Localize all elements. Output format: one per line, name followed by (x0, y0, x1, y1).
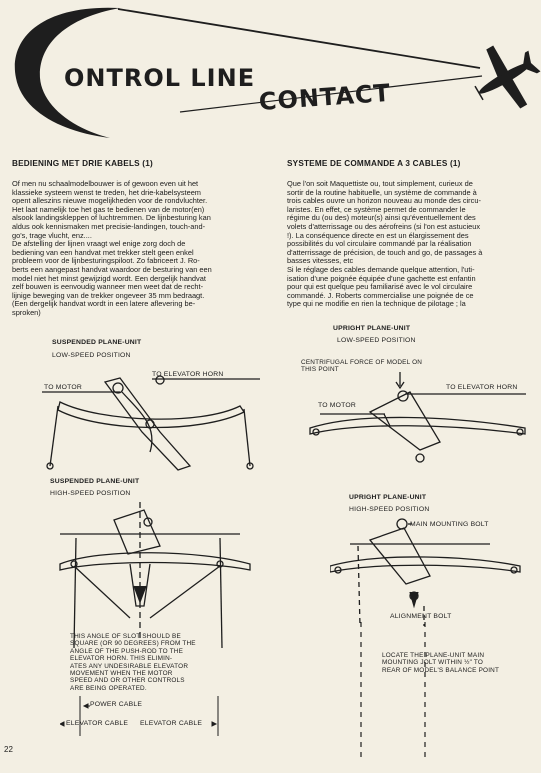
elevator-cable-left-label: ELEVATOR CABLE (66, 720, 129, 727)
left-body: Of men nu schaalmodelbouwer is of gewoon even uit het klassieke systeem wenst te treden, het drie-kabelsysteem opent alleszins nieuwe mogelijkheden voor de rondvluchter. Het laat namelijk toe het gas te bedienen van de motor(en) alsook landingskleppen of luchtremmen. De lijnbesturing kan aldus ook kennismaken met precisie-landingen, touch-and- go's, trage vlucht, enz.... De afstelling der lijnen vraagt wel enige zorg doch de bediening van een handvat met trekker stelt geen enkel probleem voor de lijnbesturingspiloot. Zo fabriceert J. Ro- berts een aangepast handvat waardoor de besturing van een model niet het minst gewijzigd wordt. Een dergelijk handvat zelf bouwen is eenvoudig wanneer men weet dat de recht- lijnige beweging van de trekker ongeveer 35 mm bedraagt. (Een dergelijk handvat wordt in een latere aflevering be- sproken) (12, 179, 212, 317)
cable-arrows (60, 696, 230, 736)
upright-low-to-elevator: TO ELEVATOR HORN (446, 384, 518, 391)
control-line-wire (118, 9, 480, 68)
upright-high-diagram (330, 516, 530, 626)
susp-high-note: THIS ANGLE OF SLOT SHOULD BE SQUARE (OR 90 DEGREES) FROM THE ANGLE OF THE PUSH-ROD TO THE ELEVATOR HORN. THIS ELIMIN- ATES ANY UNDESIRABLE ELEVATOR MOVEMENT WHEN THE MOTOR SPEED AND OR OTHER CONTROLS ARE BEING OPERATED. (70, 633, 196, 692)
power-cable-label: POWER CABLE (90, 701, 143, 708)
susp-low-title: SUSPENDED PLANE-UNIT (52, 339, 142, 346)
susp-high-diagram (40, 498, 280, 648)
page-number: 22 (4, 745, 13, 754)
susp-high-sub: HIGH-SPEED POSITION (50, 490, 131, 497)
upright-high-title: UPRIGHT PLANE-UNIT (349, 494, 427, 501)
susp-low-sub: LOW-SPEED POSITION (52, 352, 131, 359)
susp-high-title: SUSPENDED PLANE-UNIT (50, 478, 140, 485)
upright-low-to-motor: TO MOTOR (318, 402, 356, 409)
susp-low-to-motor: TO MOTOR (44, 384, 82, 391)
susp-low-to-elevator: TO ELEVATOR HORN (152, 371, 224, 378)
alignment-bolt-label: ALIGNMENT BOLT (390, 613, 452, 620)
right-body: Que l'on soit Maquettiste ou, tout simplement, curieux de sortir de la routine habituelle, un système de commande à trois cables ouvre un horizon nouveau au monde des circu- laristes. En effet, ce système permet de commander le régime du (ou des) moteur(s) ainsi qu'éventuellement des volets d'atterrissage ou des aérofreins (si l'on est astucieux !). La conséquence directe en est un élargissement des possibilités du vol circulaire commandé par la réalisation d'atterrissage de précision, de touch and go, de passages à basses vitesses, etc Si le réglage des cables demande quelque attention, l'uti- isation d'une poignée équipée d'une gachette est enfantin pour qui est quelque peu familiarisé avec le vol circulaire commandé. J. Roberts commercialise une poignée de ce type qui ne modifie en rien la technique de pilotage ; la (287, 179, 483, 309)
left-heading: BEDIENING MET DRIE KABELS (1) (12, 159, 153, 168)
upright-low-diagram (300, 372, 535, 472)
elevator-cable-right-label: ELEVATOR CABLE (140, 720, 203, 727)
upright-low-title: UPRIGHT PLANE-UNIT (333, 325, 411, 332)
upright-high-note: LOCATE THE PLANE-UNIT MAIN MOUNTING JOLT WITHIN ½" TO REAR OF MODEL'S BALANCE POINT (382, 652, 500, 674)
upright-high-sub: HIGH-SPEED POSITION (349, 506, 430, 513)
main-mounting-bolt-label: MAIN MOUNTING BOLT (410, 521, 489, 528)
upright-low-centrifugal: CENTRIFUGAL FORCE OF MODEL ON THIS POINT (301, 359, 423, 374)
upright-low-sub: LOW-SPEED POSITION (337, 337, 416, 344)
title-line-2: CONTACT (258, 78, 392, 116)
upright-high-dashed-lines (355, 622, 435, 762)
susp-low-diagram (30, 362, 275, 472)
title-line-1: ONTROL LINE (64, 64, 256, 92)
right-heading: SYSTEME DE COMMANDE A 3 CABLES (1) (287, 159, 461, 168)
